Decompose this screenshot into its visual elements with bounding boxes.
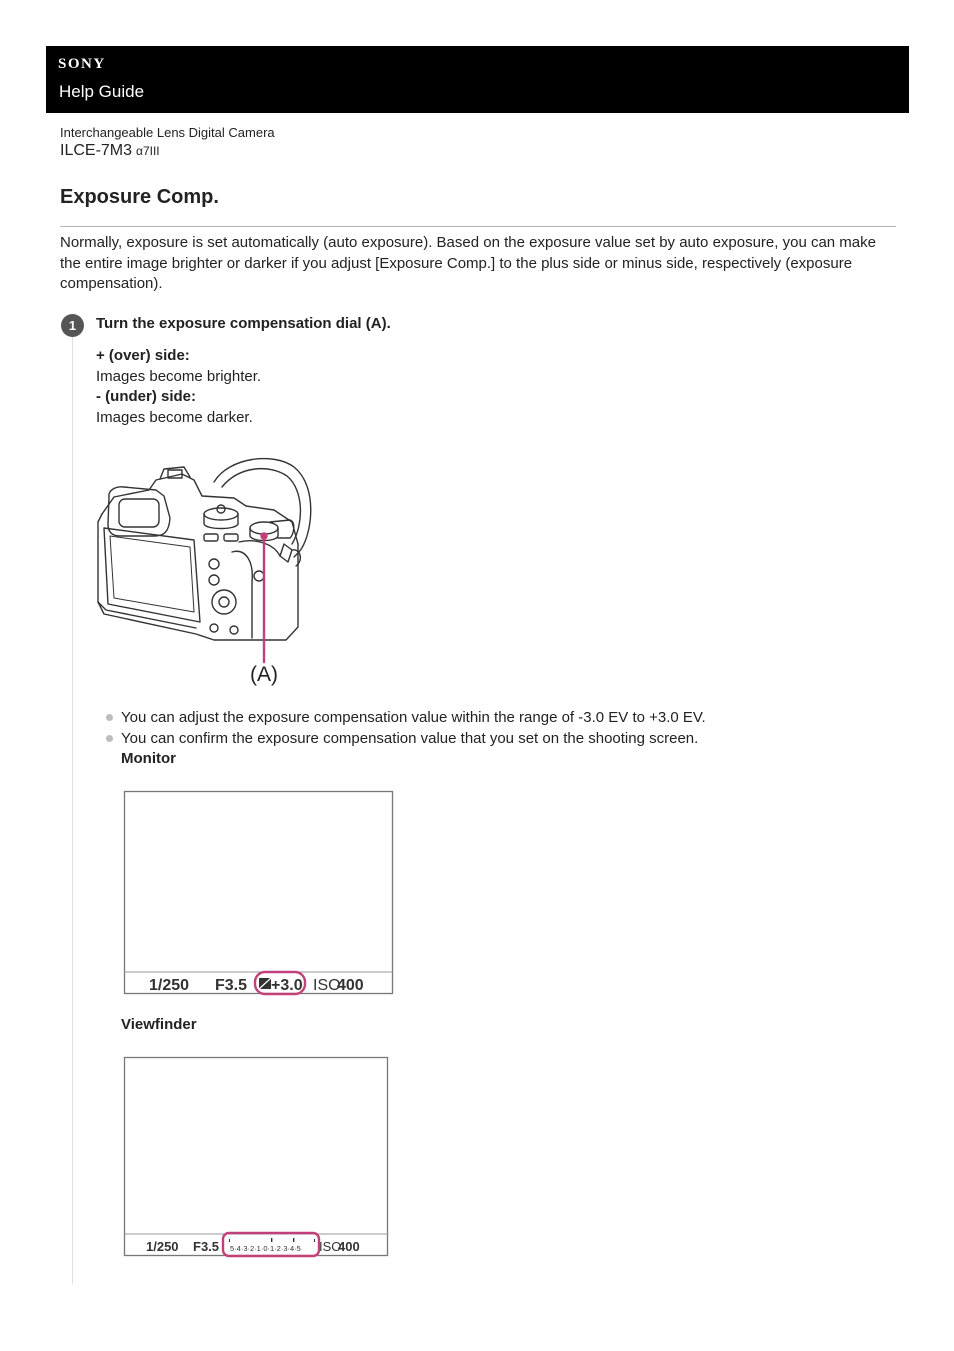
viewfinder-screen-illustration	[123, 1056, 390, 1258]
page-title: Exposure Comp.	[60, 186, 219, 208]
callout-label: (A)	[250, 663, 278, 686]
viewfinder-iso: 400	[338, 1239, 360, 1254]
monitor-label: Monitor	[121, 750, 176, 767]
bullet-dot-icon	[106, 735, 113, 742]
sony-logo[interactable]: SONY	[58, 56, 106, 72]
monitor-screen-illustration	[123, 790, 395, 996]
model-name: ILCE-7M3 α7III	[60, 142, 160, 159]
monitor-shutter: 1/250	[149, 977, 190, 994]
step-number-badge: 1	[61, 314, 84, 337]
monitor-aperture: F3.5	[215, 977, 248, 994]
monitor-iso-label: ISO	[313, 977, 341, 994]
viewfinder-iso-label: ISO	[319, 1239, 342, 1254]
product-type: Interchangeable Lens Digital Camera	[60, 125, 275, 140]
over-side-label: + (over) side:	[96, 347, 190, 364]
help-guide-link[interactable]: Help Guide	[59, 82, 145, 101]
viewfinder-label: Viewfinder	[121, 1016, 197, 1033]
list-item: You can adjust the exposure compensation value within the range of -3.0 EV to +3.0 EV.	[106, 709, 706, 726]
viewfinder-shutter: 1/250	[146, 1239, 179, 1254]
viewfinder-aperture: F3.5	[193, 1239, 220, 1254]
monitor-exposure: +3.0	[271, 977, 303, 994]
bullet-dot-icon	[106, 714, 113, 721]
over-side-text: Images become brighter.	[96, 368, 262, 385]
monitor-iso: 400	[337, 977, 364, 994]
site-header	[46, 46, 909, 113]
list-item: You can confirm the exposure compensation value that you set on the shooting screen.	[106, 730, 698, 747]
intro-paragraph: Normally, exposure is set automatically (auto exposure). Based on the exposure value set by auto exposure, you can make the entire image brighter or darker if you adjust [Exposure Comp.] to the plus side or minus side, respectively (exposure compensation).	[60, 234, 876, 292]
under-side-label: - (under) side:	[96, 388, 196, 405]
title-divider	[60, 226, 896, 227]
camera-body-illustration	[94, 452, 316, 692]
under-side-text: Images become darker.	[96, 409, 253, 426]
step-guide-line	[72, 336, 73, 1284]
viewfinder-exposure-scale: 5·4·3·2·1·0·1·2·3·4·5	[230, 1244, 301, 1253]
step-title: Turn the exposure compensation dial (A).	[96, 315, 391, 332]
model-alpha: α7III	[136, 144, 160, 158]
exposure-comp-icon	[259, 978, 271, 989]
